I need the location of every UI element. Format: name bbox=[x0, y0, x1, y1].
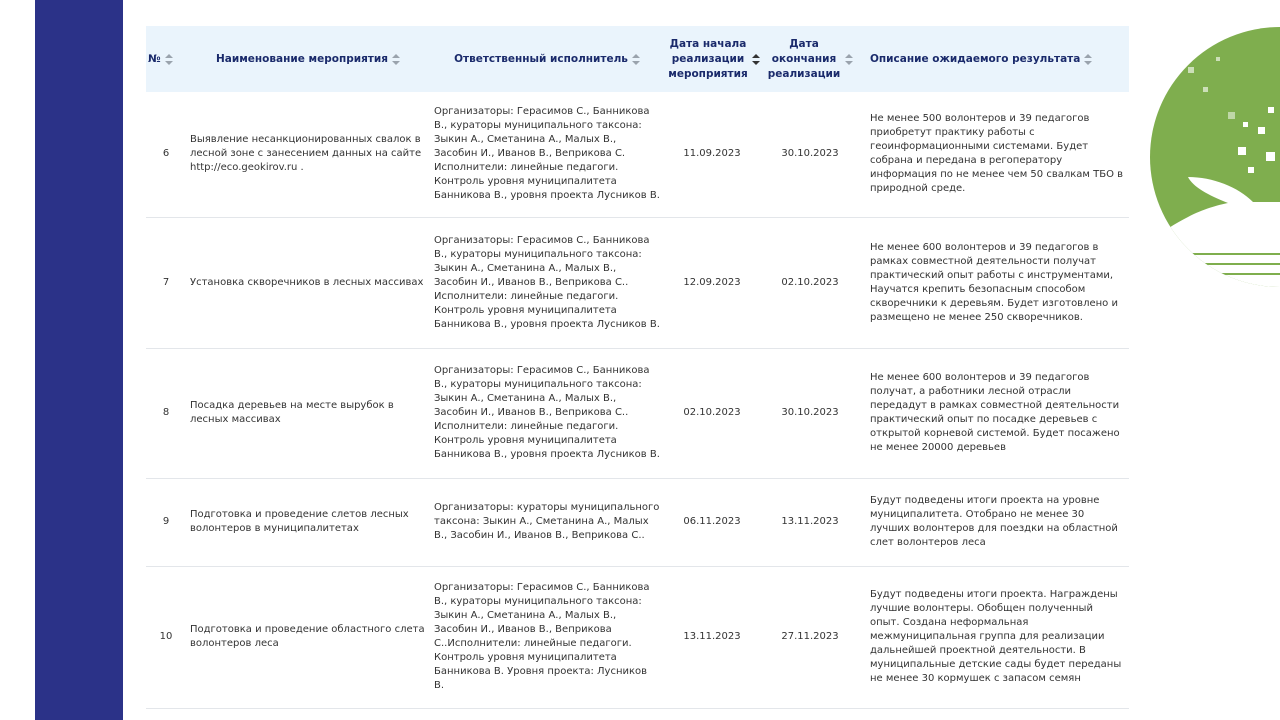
cell-executor: Организаторы: кураторы муниципального таксона: Зыкин А., Сметанина А., Малых В., Засобин И., Иванов В., Веприкова С.. bbox=[430, 478, 664, 566]
column-header-start-date[interactable]: Дата начала реализации мероприятия bbox=[664, 26, 760, 92]
cell-start-date: 02.10.2023 bbox=[664, 348, 760, 478]
cell-num: 9 bbox=[146, 478, 186, 566]
cell-name: Посадка деревьев на месте вырубок в лесных массивах bbox=[186, 348, 430, 478]
column-header-num[interactable]: № bbox=[146, 26, 186, 92]
cell-name: Установка скворечников в лесных массивах bbox=[186, 217, 430, 348]
cell-num: 8 bbox=[146, 348, 186, 478]
table-header-row bbox=[146, 26, 1129, 92]
cell-end-date: 02.10.2023 bbox=[760, 217, 860, 348]
column-header-name[interactable]: Наименование мероприятия bbox=[186, 26, 430, 92]
cell-start-date: 13.11.2023 bbox=[664, 566, 760, 708]
table-row bbox=[146, 478, 1129, 566]
column-header-end-date[interactable]: Дата окончания реализации bbox=[760, 26, 860, 92]
cell-result: Не менее 600 волонтеров и 39 педагогов в рамках совместной деятельности получат практический опыт работы с инструментами, Научатся крепить безопасным способом скворечники к деревьям. Будет изготовлено и размещено не менее 250 скворечников. bbox=[860, 217, 1129, 348]
sort-icon[interactable] bbox=[1084, 54, 1092, 65]
cell-result: Не менее 600 волонтеров и 39 педагогов получат, а работники лесной отрасли передадут в рамках совместной деятельности практический опыт по посадке деревьев с открытой корневой системой. Будет посажено не менее 20000 деревьев bbox=[860, 348, 1129, 478]
sort-icon[interactable] bbox=[165, 54, 173, 65]
cell-executor: Организаторы: Герасимов С., Банникова В., кураторы муниципального таксона: Зыкин А., Сметанина А., Малых В., Засобин И., Иванов В., Веприкова С.. Исполнители: линейные педагоги. Контроль уровня муниципалитета Банникова В., уровня проекта Лусников В. bbox=[430, 348, 664, 478]
cell-result: Будут подведены итоги проекта. Награждены лучшие волонтеры. Обобщен полученный опыт. Создана неформальная межмуниципальная группа для реализации дальнейшей проектной деятельности. В муниципальные детские сады будет переданы не менее 30 кормушек с запасом семян bbox=[860, 566, 1129, 708]
table-row bbox=[146, 566, 1129, 708]
cell-num: 6 bbox=[146, 92, 186, 217]
cell-executor: Организаторы: Герасимов С., Банникова В., кураторы муниципального таксона: Зыкин А., Сметанина А., Малых В., Засобин И., Иванов В., Веприкова С..Исполнители: линейные педагоги. Контроль уровня муниципалитета Банникова В. Уровня проекта: Лусников В. bbox=[430, 566, 664, 708]
column-header-executor[interactable]: Ответственный исполнитель bbox=[430, 26, 664, 92]
events-table bbox=[146, 26, 1129, 709]
cell-start-date: 12.09.2023 bbox=[664, 217, 760, 348]
events-table-container bbox=[146, 26, 1129, 709]
left-accent-bar bbox=[35, 0, 123, 720]
table-row bbox=[146, 217, 1129, 348]
column-header-result[interactable]: Описание ожидаемого результата bbox=[860, 26, 1129, 92]
cell-start-date: 06.11.2023 bbox=[664, 478, 760, 566]
cell-end-date: 27.11.2023 bbox=[760, 566, 860, 708]
cell-name: Выявление несанкционированных свалок в лесной зоне с занесением данных на сайте http://eco.geokirov.ru . bbox=[186, 92, 430, 217]
cell-name: Подготовка и проведение слетов лесных волонтеров в муниципалитетах bbox=[186, 478, 430, 566]
cell-result: Не менее 500 волонтеров и 39 педагогов приобретут практику работы с геоинформационными системами. Будет собрана и передана в регоператору информация по не менее чем 50 свалкам ТБО в природной среде. bbox=[860, 92, 1129, 217]
cell-num: 10 bbox=[146, 566, 186, 708]
cell-executor: Организаторы: Герасимов С., Банникова В., кураторы муниципального таксона: Зыкин А., Сметанина А., Малых В., Засобин И., Иванов В., Веприкова С.. Исполнители: линейные педагоги. Контроль уровня муниципалитета Банникова В., уровня проекта Лусников В. bbox=[430, 217, 664, 348]
cell-result: Будут подведены итоги проекта на уровне муниципалитета. Отобрано не менее 30 лучших волонтеров для поездки на областной слет волонтеров леса bbox=[860, 478, 1129, 566]
cell-executor: Организаторы: Герасимов С., Банникова В., кураторы муниципального таксона: Зыкин А., Сметанина А., Малых В., Засобин И., Иванов В., Веприкова С. Исполнители: линейные педагоги. Контроль уровня муниципалитета Банникова В., уровня проекта Лусников В. bbox=[430, 92, 664, 217]
sort-icon[interactable] bbox=[752, 54, 760, 65]
table-row bbox=[146, 348, 1129, 478]
tree-decoration-graphic bbox=[1128, 27, 1280, 287]
sort-icon[interactable] bbox=[632, 54, 640, 65]
table-row bbox=[146, 92, 1129, 217]
cell-start-date: 11.09.2023 bbox=[664, 92, 760, 217]
cell-end-date: 30.10.2023 bbox=[760, 92, 860, 217]
cell-end-date: 30.10.2023 bbox=[760, 348, 860, 478]
cell-end-date: 13.11.2023 bbox=[760, 478, 860, 566]
cell-name: Подготовка и проведение областного слета волонтеров леса bbox=[186, 566, 430, 708]
sort-icon[interactable] bbox=[845, 54, 853, 65]
sort-icon[interactable] bbox=[392, 54, 400, 65]
cell-num: 7 bbox=[146, 217, 186, 348]
